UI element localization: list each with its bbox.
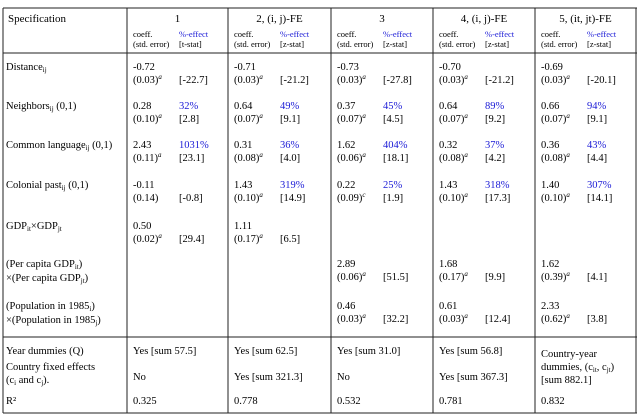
- country-year-dummies: Country-year: [541, 349, 597, 360]
- year-dummies-c3: Yes [sum 56.8]: [439, 346, 503, 357]
- stat-r0-c1: [-21.2]: [280, 75, 309, 86]
- year-dummies-c0: Yes [sum 57.5]: [133, 346, 197, 357]
- r2-c2: 0.532: [337, 396, 361, 407]
- country-fe-c2: No: [337, 372, 350, 383]
- row-label-5: ×(Per capita GDPjt): [6, 273, 89, 285]
- row-label-4: GDPit×GDPjt: [6, 221, 62, 233]
- coef-r2-c0: 2.43: [133, 140, 152, 151]
- se-r1-c2: $(0.07)^a$: [337, 112, 366, 125]
- stat-r0-c3: [-21.2]: [485, 75, 514, 86]
- coef-r5-c2: 2.89: [337, 259, 356, 270]
- effect-header-top: %-effect: [280, 29, 310, 39]
- spec-header: Specification: [8, 13, 67, 25]
- coef-r4-c0: 0.50: [133, 221, 152, 232]
- effect-r3-c2: 25%: [383, 180, 403, 191]
- se-r4-c1: $(0.17)^a$: [234, 232, 263, 245]
- se-r3-c0: (0.14): [133, 193, 159, 204]
- coef-header-bot: (std. error): [541, 39, 578, 49]
- stat-header-bot: [z-stat]: [383, 39, 408, 49]
- effect-r2-c3: 37%: [485, 140, 505, 151]
- coef-r6-c3: 0.61: [439, 301, 458, 312]
- se-r5-c4: $(0.39)^a$: [541, 270, 570, 283]
- coef-r1-c4: 0.66: [541, 101, 560, 112]
- coef-r0-c2: -0.73: [337, 62, 359, 73]
- stat-header-bot: [z-stat]: [485, 39, 510, 49]
- stat-r1-c4: [9.1]: [587, 114, 608, 125]
- se-r5-c3: $(0.17)^a$: [439, 270, 468, 283]
- stat-r0-c0: [-22.7]: [179, 75, 208, 86]
- se-r1-c0: $(0.10)^a$: [133, 112, 162, 125]
- effect-r1-c3: 89%: [485, 101, 505, 112]
- stat-r6-c2: [32.2]: [383, 314, 409, 325]
- se-r3-c4: $(0.10)^a$: [541, 191, 570, 204]
- effect-header-top: %-effect: [383, 29, 413, 39]
- se-r1-c4: $(0.07)^a$: [541, 112, 570, 125]
- coef-r3-c3: 1.43: [439, 180, 458, 191]
- table-cells: [6, 13, 617, 407]
- coef-header-bot: (std. error): [133, 39, 170, 49]
- coef-r3-c4: 1.40: [541, 180, 560, 191]
- coef-r1-c1: 0.64: [234, 101, 253, 112]
- se-r2-c0: $(0.11)^a$: [133, 151, 162, 164]
- stat-r1-c3: [9.2]: [485, 114, 506, 125]
- row-label-6: ×(Population in 1985j): [6, 315, 101, 327]
- se-r6-c4: $(0.62)^a$: [541, 312, 570, 325]
- col-header-3: 3: [379, 13, 385, 25]
- effect-r1-c1: 49%: [280, 101, 300, 112]
- stat-r6-c4: [3.8]: [587, 314, 608, 325]
- coef-header-bot: (std. error): [439, 39, 476, 49]
- country-fe-c1: Yes [sum 321.3]: [234, 372, 303, 383]
- effect-r2-c2: 404%: [383, 140, 408, 151]
- se-r5-c2: $(0.06)^a$: [337, 270, 366, 283]
- row-label-5: (Per capita GDPit): [6, 259, 83, 271]
- stat-r3-c3: [17.3]: [485, 193, 511, 204]
- se-r3-c1: $(0.10)^a$: [234, 191, 263, 204]
- row-label-6: (Population in 1985i): [6, 301, 95, 313]
- country-fe-c0: No: [133, 372, 146, 383]
- se-r4-c0: $(0.02)^a$: [133, 232, 162, 245]
- stat-r5-c2: [51.5]: [383, 272, 409, 283]
- coef-r0-c0: -0.72: [133, 62, 155, 73]
- se-r2-c3: $(0.08)^a$: [439, 151, 468, 164]
- row-label-0: Distanceij: [6, 62, 47, 74]
- stat-r1-c0: [2.8]: [179, 114, 200, 125]
- coef-r0-c3: -0.70: [439, 62, 461, 73]
- stat-r0-c4: [-20.1]: [587, 75, 616, 86]
- stat-r1-c1: [9.1]: [280, 114, 301, 125]
- coef-r5-c4: 1.62: [541, 259, 560, 270]
- se-r0-c0: $(0.03)^a$: [133, 73, 162, 86]
- stat-header-bot: [t-stat]: [179, 39, 202, 49]
- se-r0-c3: $(0.03)^a$: [439, 73, 468, 86]
- se-r1-c1: $(0.07)^a$: [234, 112, 263, 125]
- se-r6-c2: $(0.03)^a$: [337, 312, 366, 325]
- row-label-2: Common languageij (0,1): [6, 140, 113, 152]
- coef-r2-c3: 0.32: [439, 140, 458, 151]
- se-r1-c3: $(0.07)^a$: [439, 112, 468, 125]
- r2-c4: 0.832: [541, 396, 565, 407]
- r2-c3: 0.781: [439, 396, 463, 407]
- stat-r2-c3: [4.2]: [485, 153, 506, 164]
- effect-header-top: %-effect: [485, 29, 515, 39]
- stat-r2-c2: [18.1]: [383, 153, 409, 164]
- coef-r3-c2: 0.22: [337, 180, 356, 191]
- stat-r5-c4: [4.1]: [587, 272, 608, 283]
- stat-header-bot: [z-stat]: [280, 39, 305, 49]
- se-r2-c4: $(0.08)^a$: [541, 151, 570, 164]
- coef-r1-c0: 0.28: [133, 101, 152, 112]
- effect-r1-c2: 45%: [383, 101, 403, 112]
- row-label-3: Colonial pastij (0,1): [6, 180, 89, 192]
- coef-r3-c1: 1.43: [234, 180, 253, 191]
- effect-r2-c1: 36%: [280, 140, 300, 151]
- stat-header-bot: [z-stat]: [587, 39, 612, 49]
- stat-r3-c1: [14.9]: [280, 193, 306, 204]
- se-r2-c2: $(0.06)^a$: [337, 151, 366, 164]
- coef-r3-c0: -0.11: [133, 180, 155, 191]
- country-year-dummies: dummies, (cit, cjt): [541, 362, 615, 374]
- country-fe-c3: Yes [sum 367.3]: [439, 372, 508, 383]
- effect-r2-c0: 1031%: [179, 140, 209, 151]
- se-r2-c1: $(0.08)^a$: [234, 151, 263, 164]
- row-label-1: Neighborsij (0,1): [6, 101, 77, 113]
- stat-r4-c0: [29.4]: [179, 234, 205, 245]
- year-dummies-c1: Yes [sum 62.5]: [234, 346, 298, 357]
- effect-r2-c4: 43%: [587, 140, 607, 151]
- effect-header-top: %-effect: [179, 29, 209, 39]
- stat-r3-c2: [1.9]: [383, 193, 404, 204]
- stat-r0-c2: [-27.8]: [383, 75, 412, 86]
- effect-r3-c1: 319%: [280, 180, 305, 191]
- stat-r3-c0: [-0.8]: [179, 193, 203, 204]
- r2-c0: 0.325: [133, 396, 157, 407]
- stat-r2-c4: [4.4]: [587, 153, 608, 164]
- effect-r3-c3: 318%: [485, 180, 510, 191]
- col-header-5: 5, (it, jt)-FE: [559, 13, 612, 25]
- se-r0-c4: $(0.03)^a$: [541, 73, 570, 86]
- coef-header-top: coeff.: [337, 29, 357, 39]
- stat-r2-c0: [23.1]: [179, 153, 205, 164]
- effect-r3-c4: 307%: [587, 180, 612, 191]
- coef-r0-c4: -0.69: [541, 62, 563, 73]
- coef-header-top: coeff.: [234, 29, 254, 39]
- country-fe-label: (ci and cj).: [6, 375, 50, 387]
- stat-r5-c3: [9.9]: [485, 272, 506, 283]
- se-r3-c2: $(0.09)^c$: [337, 191, 366, 204]
- stat-r6-c3: [12.4]: [485, 314, 511, 325]
- r2-c1: 0.778: [234, 396, 258, 407]
- coef-r1-c3: 0.64: [439, 101, 458, 112]
- coef-header-top: coeff.: [133, 29, 153, 39]
- country-fe-label: Country fixed effects: [6, 362, 96, 373]
- effect-r1-c0: 32%: [179, 101, 199, 112]
- coef-r2-c4: 0.36: [541, 140, 560, 151]
- effect-header-top: %-effect: [587, 29, 617, 39]
- year-dummies-c2: Yes [sum 31.0]: [337, 346, 401, 357]
- coef-r6-c4: 2.33: [541, 301, 560, 312]
- country-year-dummies: [sum 882.1]: [541, 375, 592, 386]
- year-dummies-label: Year dummies (Q): [6, 346, 84, 357]
- coef-header-top: coeff.: [541, 29, 561, 39]
- coef-r5-c3: 1.68: [439, 259, 458, 270]
- r2-label: R²: [6, 396, 17, 407]
- coef-r1-c2: 0.37: [337, 101, 356, 112]
- col-header-4: 4, (i, j)-FE: [460, 13, 508, 25]
- col-header-2: 2, (i, j)-FE: [256, 13, 303, 25]
- se-r3-c3: $(0.10)^a$: [439, 191, 468, 204]
- coef-header-bot: (std. error): [234, 39, 271, 49]
- stat-r2-c1: [4.0]: [280, 153, 301, 164]
- stat-r1-c2: [4.5]: [383, 114, 404, 125]
- se-r6-c3: $(0.03)^a$: [439, 312, 468, 325]
- se-r0-c2: $(0.03)^a$: [337, 73, 366, 86]
- col-header-1: 1: [174, 13, 181, 25]
- coef-r2-c2: 1.62: [337, 140, 356, 151]
- coef-r4-c1: 1.11: [234, 221, 252, 232]
- effect-r1-c4: 94%: [587, 101, 607, 112]
- stat-r3-c4: [14.1]: [587, 193, 613, 204]
- coef-header-top: coeff.: [439, 29, 459, 39]
- coef-r0-c1: -0.71: [234, 62, 256, 73]
- coef-header-bot: (std. error): [337, 39, 374, 49]
- stat-r4-c1: [6.5]: [280, 234, 301, 245]
- coef-r6-c2: 0.46: [337, 301, 356, 312]
- se-r0-c1: $(0.03)^a$: [234, 73, 263, 86]
- coef-r2-c1: 0.31: [234, 140, 253, 151]
